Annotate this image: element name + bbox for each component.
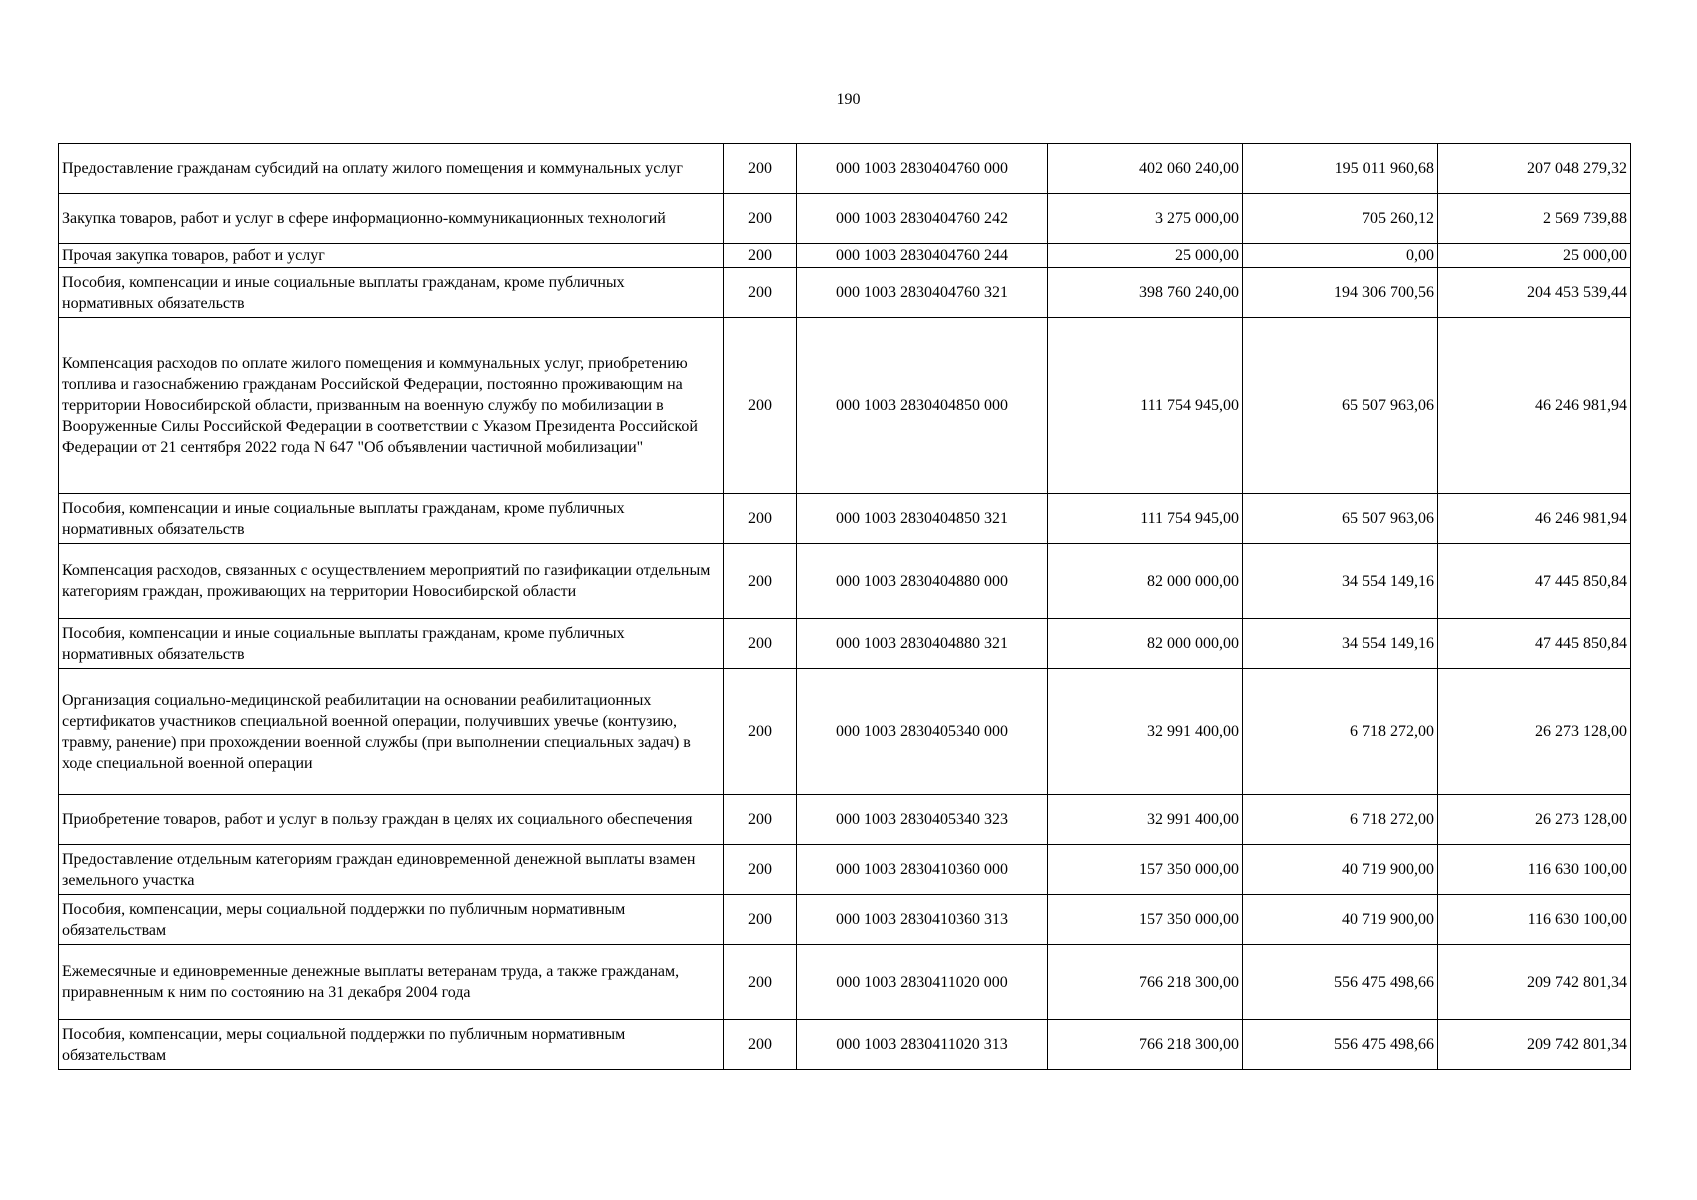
expense-name-cell: Приобретение товаров, работ и услуг в пользу граждан в целях их социального обеспечения [59, 795, 724, 845]
table-row [59, 619, 1631, 669]
executed-amount-cell: 705 260,12 [1243, 194, 1438, 244]
approved-amount-cell: 32 991 400,00 [1048, 669, 1243, 795]
line-code-cell: 200 [724, 945, 797, 1020]
budget-execution-table [58, 143, 1631, 1070]
unexecuted-amount-cell: 47 445 850,84 [1438, 544, 1631, 619]
table-row [59, 268, 1631, 318]
budget-classification-code-cell: 000 1003 2830404880 000 [797, 544, 1048, 619]
approved-amount-cell: 402 060 240,00 [1048, 144, 1243, 194]
unexecuted-amount-cell: 116 630 100,00 [1438, 895, 1631, 945]
approved-amount-cell: 82 000 000,00 [1048, 544, 1243, 619]
approved-amount-cell: 111 754 945,00 [1048, 494, 1243, 544]
executed-amount-cell: 194 306 700,56 [1243, 268, 1438, 318]
unexecuted-amount-cell: 25 000,00 [1438, 244, 1631, 268]
executed-amount-cell: 40 719 900,00 [1243, 895, 1438, 945]
unexecuted-amount-cell: 46 246 981,94 [1438, 494, 1631, 544]
table-row [59, 144, 1631, 194]
table-row [59, 544, 1631, 619]
expense-name-cell: Ежемесячные и единовременные денежные выплаты ветеранам труда, а также гражданам, приравненным к ним по состоянию на 31 декабря 2004 года [59, 945, 724, 1020]
line-code-cell: 200 [724, 318, 797, 494]
line-code-cell: 200 [724, 895, 797, 945]
budget-classification-code-cell: 000 1003 2830405340 323 [797, 795, 1048, 845]
executed-amount-cell: 65 507 963,06 [1243, 318, 1438, 494]
table-row [59, 1020, 1631, 1070]
budget-classification-code-cell: 000 1003 2830404760 242 [797, 194, 1048, 244]
approved-amount-cell: 766 218 300,00 [1048, 945, 1243, 1020]
executed-amount-cell: 6 718 272,00 [1243, 795, 1438, 845]
unexecuted-amount-cell: 26 273 128,00 [1438, 669, 1631, 795]
executed-amount-cell: 0,00 [1243, 244, 1438, 268]
approved-amount-cell: 157 350 000,00 [1048, 845, 1243, 895]
executed-amount-cell: 40 719 900,00 [1243, 845, 1438, 895]
line-code-cell: 200 [724, 494, 797, 544]
budget-classification-code-cell: 000 1003 2830404760 000 [797, 144, 1048, 194]
budget-classification-code-cell: 000 1003 2830410360 000 [797, 845, 1048, 895]
executed-amount-cell: 6 718 272,00 [1243, 669, 1438, 795]
approved-amount-cell: 398 760 240,00 [1048, 268, 1243, 318]
line-code-cell: 200 [724, 144, 797, 194]
line-code-cell: 200 [724, 244, 797, 268]
table-row [59, 845, 1631, 895]
expense-name-cell: Пособия, компенсации и иные социальные выплаты гражданам, кроме публичных нормативных обязательств [59, 619, 724, 669]
budget-classification-code-cell: 000 1003 2830404880 321 [797, 619, 1048, 669]
line-code-cell: 200 [724, 1020, 797, 1070]
approved-amount-cell: 157 350 000,00 [1048, 895, 1243, 945]
expense-name-cell: Прочая закупка товаров, работ и услуг [59, 244, 724, 268]
unexecuted-amount-cell: 209 742 801,34 [1438, 1020, 1631, 1070]
approved-amount-cell: 25 000,00 [1048, 244, 1243, 268]
executed-amount-cell: 34 554 149,16 [1243, 619, 1438, 669]
table-row [59, 494, 1631, 544]
unexecuted-amount-cell: 47 445 850,84 [1438, 619, 1631, 669]
budget-classification-code-cell: 000 1003 2830411020 313 [797, 1020, 1048, 1070]
table-row [59, 244, 1631, 268]
executed-amount-cell: 34 554 149,16 [1243, 544, 1438, 619]
approved-amount-cell: 111 754 945,00 [1048, 318, 1243, 494]
expense-name-cell: Компенсация расходов по оплате жилого помещения и коммунальных услуг, приобретению топлива и газоснабжению гражданам Российской Федерации, постоянно проживающим на территории Новосибирской области, призванным на военную службу по мобилизации в Вооруженные Силы Российской Федерации в соответствии с Указом Президента Российской Федерации от 21 сентября 2022 года N 647 "Об объявлении частичной мобилизации" [59, 318, 724, 494]
unexecuted-amount-cell: 207 048 279,32 [1438, 144, 1631, 194]
expense-name-cell: Организация социально-медицинской реабилитации на основании реабилитационных сертификатов участников специальной военной операции, получивших увечье (контузию, травму, ранение) при прохождении военной службы (при выполнении специальных задач) в ходе специальной военной операции [59, 669, 724, 795]
line-code-cell: 200 [724, 795, 797, 845]
approved-amount-cell: 3 275 000,00 [1048, 194, 1243, 244]
executed-amount-cell: 65 507 963,06 [1243, 494, 1438, 544]
table-row [59, 895, 1631, 945]
budget-classification-code-cell: 000 1003 2830404850 321 [797, 494, 1048, 544]
budget-classification-code-cell: 000 1003 2830405340 000 [797, 669, 1048, 795]
table-row [59, 194, 1631, 244]
table-row [59, 795, 1631, 845]
table-row [59, 318, 1631, 494]
unexecuted-amount-cell: 2 569 739,88 [1438, 194, 1631, 244]
line-code-cell: 200 [724, 619, 797, 669]
executed-amount-cell: 195 011 960,68 [1243, 144, 1438, 194]
line-code-cell: 200 [724, 194, 797, 244]
unexecuted-amount-cell: 26 273 128,00 [1438, 795, 1631, 845]
unexecuted-amount-cell: 204 453 539,44 [1438, 268, 1631, 318]
budget-classification-code-cell: 000 1003 2830410360 313 [797, 895, 1048, 945]
budget-classification-code-cell: 000 1003 2830411020 000 [797, 945, 1048, 1020]
expense-name-cell: Компенсация расходов, связанных с осуществлением мероприятий по газификации отдельным категориям граждан, проживающих на территории Новосибирской области [59, 544, 724, 619]
table-row [59, 669, 1631, 795]
unexecuted-amount-cell: 209 742 801,34 [1438, 945, 1631, 1020]
budget-classification-code-cell: 000 1003 2830404760 321 [797, 268, 1048, 318]
executed-amount-cell: 556 475 498,66 [1243, 945, 1438, 1020]
budget-classification-code-cell: 000 1003 2830404760 244 [797, 244, 1048, 268]
expense-name-cell: Пособия, компенсации, меры социальной поддержки по публичным нормативным обязательствам [59, 1020, 724, 1070]
executed-amount-cell: 556 475 498,66 [1243, 1020, 1438, 1070]
table-row [59, 945, 1631, 1020]
page-number: 190 [836, 91, 861, 108]
expense-name-cell: Пособия, компенсации и иные социальные выплаты гражданам, кроме публичных нормативных обязательств [59, 494, 724, 544]
approved-amount-cell: 766 218 300,00 [1048, 1020, 1243, 1070]
approved-amount-cell: 32 991 400,00 [1048, 795, 1243, 845]
expense-name-cell: Пособия, компенсации и иные социальные выплаты гражданам, кроме публичных нормативных обязательств [59, 268, 724, 318]
expense-name-cell: Предоставление гражданам субсидий на оплату жилого помещения и коммунальных услуг [59, 144, 724, 194]
budget-classification-code-cell: 000 1003 2830404850 000 [797, 318, 1048, 494]
expense-name-cell: Закупка товаров, работ и услуг в сфере информационно-коммуникационных технологий [59, 194, 724, 244]
unexecuted-amount-cell: 116 630 100,00 [1438, 845, 1631, 895]
table-body [59, 144, 1631, 1070]
line-code-cell: 200 [724, 268, 797, 318]
line-code-cell: 200 [724, 669, 797, 795]
line-code-cell: 200 [724, 544, 797, 619]
expense-name-cell: Пособия, компенсации, меры социальной поддержки по публичным нормативным обязательствам [59, 895, 724, 945]
line-code-cell: 200 [724, 845, 797, 895]
unexecuted-amount-cell: 46 246 981,94 [1438, 318, 1631, 494]
expense-name-cell: Предоставление отдельным категориям граждан единовременной денежной выплаты взамен земельного участка [59, 845, 724, 895]
approved-amount-cell: 82 000 000,00 [1048, 619, 1243, 669]
